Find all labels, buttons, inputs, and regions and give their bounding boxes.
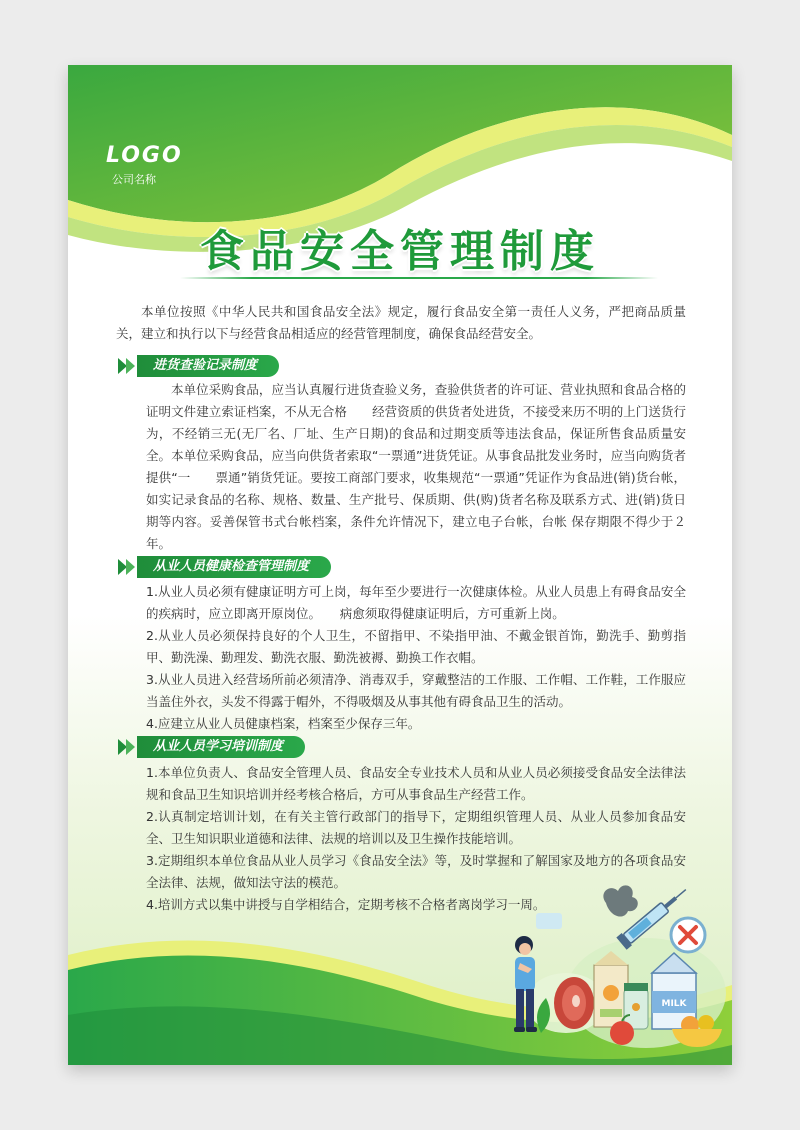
milk-label: MILK <box>661 999 687 1009</box>
title-underline <box>180 277 658 279</box>
paragraph: 3.定期组织本单位食品从业人员学习《食品安全法》等，及时掌握和了解国家及地方的各项食品安全法律、法规，做知法守法的模范。 <box>146 853 686 890</box>
paragraph: 3.从业人员进入经营场所前必须清净、消毒双手，穿戴整洁的工作服、工作帽、工作鞋，工作服应当盖住外衣，头发不得露于帽外，不得吸烟及从事其他有碍食品卫生的活动。 <box>146 672 686 709</box>
section-heading-3 <box>118 735 305 759</box>
arrow-icon <box>126 358 135 374</box>
arrow-icon <box>126 559 135 575</box>
meat-icon <box>554 977 594 1029</box>
person-icon <box>514 936 537 1032</box>
paragraph: 2.认真制定培训计划，在有关主管行政部门的指导下，定期组织管理人员、从业人员参加食品安全、卫生知识职业道德和法律、法规的培训以及卫生操作技能培训。 <box>146 809 686 846</box>
logo: LOGO <box>106 143 183 168</box>
paragraph: 4.应建立从业人员健康档案，档案至少保存三年。 <box>146 716 421 731</box>
speech-bubble-icon <box>536 913 562 929</box>
section-heading-2 <box>118 555 331 579</box>
company-name: 公司名称 <box>112 173 156 186</box>
smoke-icon <box>603 885 637 916</box>
paragraph: 4.培训方式以集中讲授与自学相结合，定期考核不合格者离岗学习一周。 <box>146 897 546 912</box>
paragraph: 2.从业人员必须保持良好的个人卫生，不留指甲、不染指甲油、不戴金银首饰，勤洗手、勤剪指甲、勤洗澡、勤理发、勤洗衣服、勤洗被褥、勤换工作衣帽。 <box>146 628 686 665</box>
juice-box-icon <box>594 951 628 1027</box>
section-title: 从业人员学习培训制度 <box>137 736 305 758</box>
section-body-1 <box>146 379 686 555</box>
section-title: 从业人员健康检查管理制度 <box>137 556 331 578</box>
page-title: 食品安全管理制度 <box>200 226 600 277</box>
section-heading-1 <box>118 354 279 378</box>
paragraph: 1.从业人员必须有健康证明方可上岗，每年至少要进行一次健康体检。从业人员患上有碍食品安全的疾病时，应立即离开原岗位。 病愈须取得健康证明后，方可重新上岗。 <box>146 584 686 621</box>
jar-icon <box>624 983 648 1029</box>
section-body-2 <box>146 581 686 735</box>
intro-paragraph: 本单位按照《中华人民共和国食品安全法》规定，履行食品安全第一责任人义务，严把商品质量关，建立和执行以下与经营食品相适应的经营管理制度，确保食品经营安全。 <box>116 304 686 341</box>
arrow-icon <box>126 739 135 755</box>
forbidden-icon <box>671 918 705 952</box>
paragraph: 1.本单位负责人、食品安全管理人员、食品安全专业技术人员和从业人员必须接受食品安全法律法规和食品卫生知识培训并经考核合格后，方可从事食品生产经营工作。 <box>146 765 686 802</box>
section-title: 进货查验记录制度 <box>137 355 279 377</box>
paragraph: 本单位采购食品，应当认真履行进货查验义务，查验供货者的许可证、营业执照和食品合格的证明文件建立索证档案，不从无合格 经营资质的供货者处进货，不接受来历不明的上门送货行为，不经销三无(无厂名、厂址、生产日期)的食品和过期变质等违法食品，保证所售食品质量安全。本单位采购食品，应当向供货者索取“一票通”进货凭证。从事食品批发业务时，应当向购货者提供“一 票通”销货凭证。要按工商部门要求，收集规范“一票通”凭证作为食品进(销)货台帐，如实记录食品的名称、规格、数量、生产批号、保质期、供(购)货者名称及联系方式、进(销)货日期等内容。妥善保管书式台帐档案，条件允许情况下，建立电子台帐，台帐 保存期限不得少于２年。 <box>146 382 686 551</box>
poster <box>68 65 732 1065</box>
food-safety-illustration <box>496 883 732 1053</box>
